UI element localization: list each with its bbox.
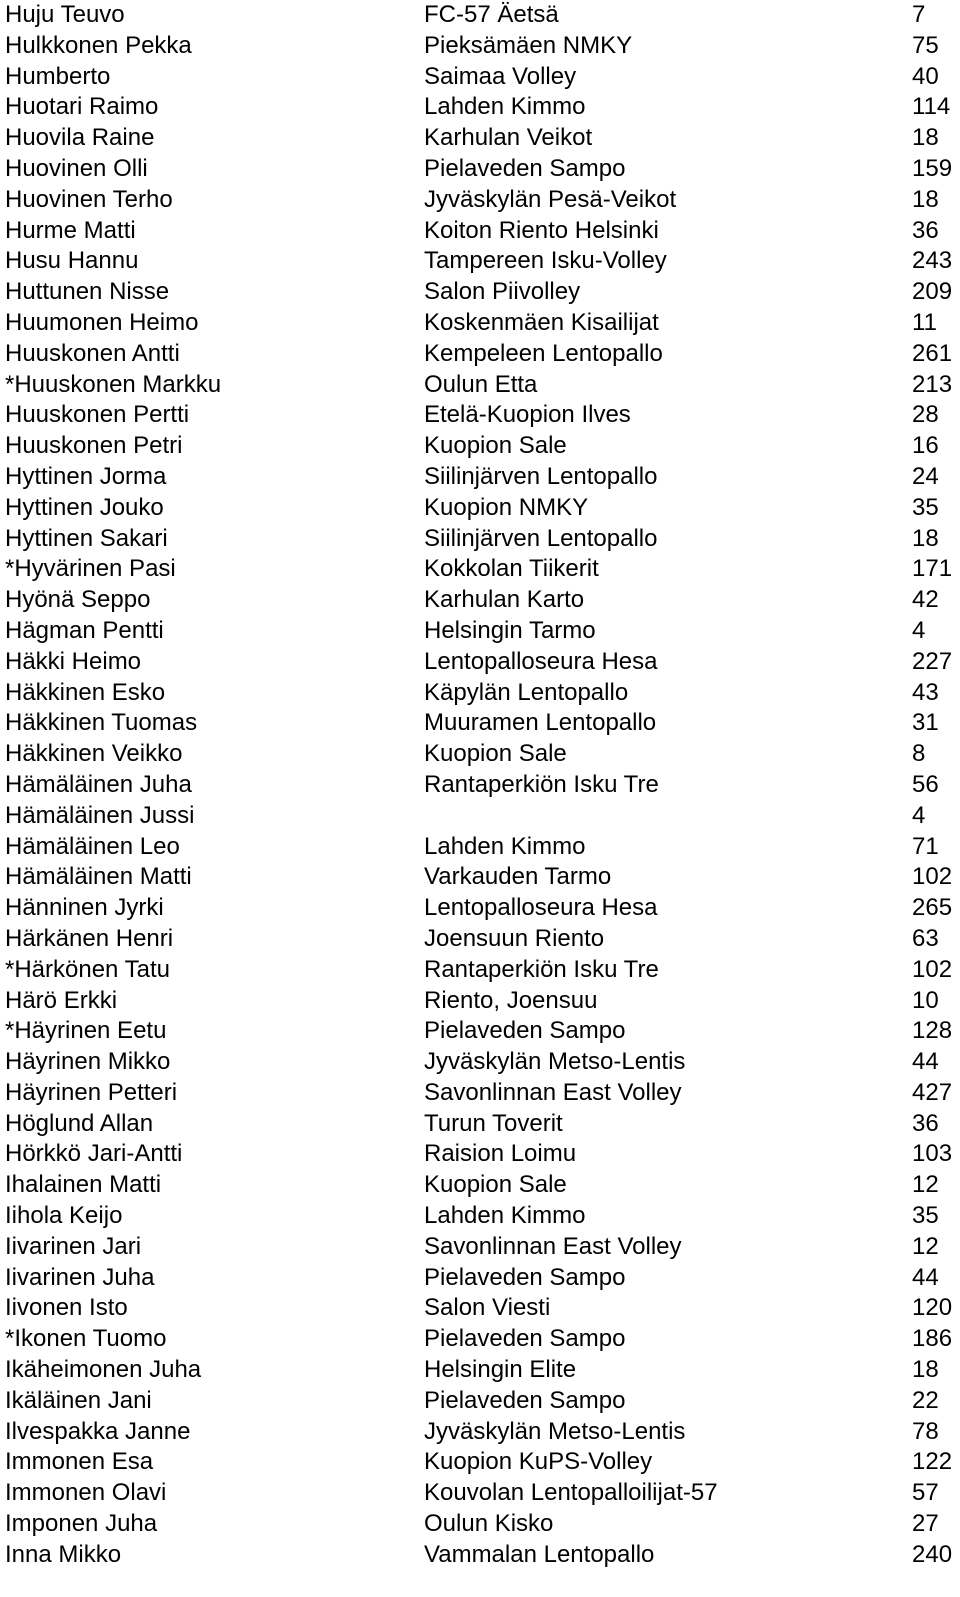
player-name: Hyttinen Jouko <box>5 493 164 521</box>
list-row <box>0 585 960 616</box>
list-row <box>0 893 960 924</box>
player-number: 265 <box>912 894 953 922</box>
player-number: 4 <box>912 616 926 644</box>
player-number: 114 <box>912 93 951 121</box>
club-name: Jyväskylän Metso-Lentis <box>424 1417 686 1445</box>
list-row <box>0 739 960 770</box>
list-row <box>0 647 960 678</box>
player-number: 128 <box>912 1017 953 1045</box>
club-name: Karhulan Veikot <box>424 124 593 152</box>
club-name: Käpylän Lentopallo <box>424 678 629 706</box>
player-name: Humberto <box>5 62 111 90</box>
club-name: Pielaveden Sampo <box>424 1263 626 1291</box>
list-row <box>0 616 960 647</box>
player-name: Hämäläinen Matti <box>5 863 192 891</box>
player-number: 22 <box>912 1386 939 1414</box>
list-row <box>0 862 960 893</box>
player-number: 36 <box>912 216 939 244</box>
club-name: Raision Loimu <box>424 1140 577 1168</box>
player-number: 16 <box>912 432 939 460</box>
list-row <box>0 493 960 524</box>
club-name: Helsingin Elite <box>424 1356 577 1384</box>
player-name: Ihalainen Matti <box>5 1171 162 1199</box>
player-number: 27 <box>912 1510 939 1538</box>
player-name: Häkki Heimo <box>5 647 142 675</box>
player-name: Husu Hannu <box>5 247 139 275</box>
player-number: 18 <box>912 524 939 552</box>
club-name: Pielaveden Sampo <box>424 1017 626 1045</box>
player-number: 159 <box>912 154 953 182</box>
list-row <box>0 955 960 986</box>
player-number: 78 <box>912 1417 939 1445</box>
club-name: Kuopion Sale <box>424 432 567 460</box>
club-name: Salon Piivolley <box>424 278 581 306</box>
list-row <box>0 1293 960 1324</box>
player-name: Immonen Olavi <box>5 1479 167 1507</box>
club-name: Kempeleen Lentopallo <box>424 339 663 367</box>
player-name: Hämäläinen Jussi <box>5 801 195 829</box>
list-row <box>0 1047 960 1078</box>
list-row <box>0 1540 960 1571</box>
player-name: Hämäläinen Leo <box>5 832 180 860</box>
club-name: Jyväskylän Pesä-Veikot <box>424 185 677 213</box>
list-row <box>0 462 960 493</box>
player-name: Imponen Juha <box>5 1510 158 1538</box>
list-row <box>0 1386 960 1417</box>
club-name: FC-57 Äetsä <box>424 1 559 28</box>
list-row <box>0 1170 960 1201</box>
club-name: Riento, Joensuu <box>424 986 598 1014</box>
player-name: Hämäläinen Juha <box>5 770 192 798</box>
list-row <box>0 277 960 308</box>
player-number: 75 <box>912 31 939 59</box>
club-name: Kouvolan Lentopalloilijat-57 <box>424 1479 718 1507</box>
player-name: Iivonen Isto <box>5 1294 128 1322</box>
player-name: Hurme Matti <box>5 216 136 244</box>
list-row <box>0 924 960 955</box>
club-name: Pieksämäen NMKY <box>424 31 633 59</box>
player-name: Härkänen Henri <box>5 924 174 952</box>
player-number: 4 <box>912 801 926 829</box>
club-name: Koiton Riento Helsinki <box>424 216 659 244</box>
list-row <box>0 339 960 370</box>
player-name: Häyrinen Mikko <box>5 1048 171 1076</box>
list-row <box>0 1263 960 1294</box>
player-number: 103 <box>912 1140 953 1168</box>
club-name: Lentopalloseura Hesa <box>424 647 658 675</box>
player-number: 102 <box>912 955 953 983</box>
club-name: Varkauden Tarmo <box>424 863 612 891</box>
club-name: Pielaveden Sampo <box>424 1386 626 1414</box>
player-number: 44 <box>912 1048 939 1076</box>
player-name: Iihola Keijo <box>5 1202 123 1230</box>
player-name: Huuskonen Antti <box>5 339 180 367</box>
player-name: Hägman Pentti <box>5 616 164 644</box>
player-name: Hyttinen Jorma <box>5 462 167 490</box>
list-row <box>0 31 960 62</box>
club-name: Tampereen Isku-Volley <box>424 247 667 275</box>
player-name: Häkkinen Veikko <box>5 740 183 768</box>
player-name: Huovila Raine <box>5 124 155 152</box>
club-name: Oulun Kisko <box>424 1510 554 1538</box>
list-row <box>0 1447 960 1478</box>
list-row <box>0 1355 960 1386</box>
player-name: Härö Erkki <box>5 986 118 1014</box>
player-name: *Huuskonen Markku <box>5 370 222 398</box>
club-name: Kuopion NMKY <box>424 493 589 521</box>
player-number: 42 <box>912 586 939 614</box>
player-name: Hänninen Jyrki <box>5 894 164 922</box>
player-number: 171 <box>912 555 953 583</box>
list-row <box>0 554 960 585</box>
club-name: Oulun Etta <box>424 370 538 398</box>
player-number: 56 <box>912 770 939 798</box>
list-row <box>0 431 960 462</box>
player-name: Hyttinen Sakari <box>5 524 168 552</box>
player-number: 44 <box>912 1263 939 1291</box>
player-name: *Härkönen Tatu <box>5 955 170 983</box>
player-number: 43 <box>912 678 939 706</box>
player-number: 28 <box>912 401 939 429</box>
club-name: Koskenmäen Kisailijat <box>424 308 659 336</box>
list-row <box>0 1016 960 1047</box>
list-row <box>0 1324 960 1355</box>
club-name: Lahden Kimmo <box>424 832 586 860</box>
player-number: 10 <box>912 986 939 1014</box>
player-number: 12 <box>912 1171 939 1199</box>
club-name: Karhulan Karto <box>424 586 585 614</box>
club-name: Rantaperkiön Isku Tre <box>424 770 659 798</box>
player-name: *Häyrinen Eetu <box>5 1017 167 1045</box>
club-name: Kuopion KuPS-Volley <box>424 1448 653 1476</box>
list-row <box>0 92 960 123</box>
player-name: Huovinen Olli <box>5 154 148 182</box>
list-row <box>0 154 960 185</box>
player-number: 40 <box>912 62 939 90</box>
player-name: Immonen Esa <box>5 1448 154 1476</box>
list-row <box>0 123 960 154</box>
club-name: Etelä-Kuopion Ilves <box>424 401 631 429</box>
club-name: Jyväskylän Metso-Lentis <box>424 1048 686 1076</box>
club-name: Rantaperkiön Isku Tre <box>424 955 659 983</box>
player-name: Häyrinen Petteri <box>5 1078 178 1106</box>
player-number: 8 <box>912 740 926 768</box>
club-name: Savonlinnan East Volley <box>424 1232 682 1260</box>
club-name: Lentopalloseura Hesa <box>424 894 658 922</box>
player-name: Höglund Allan <box>5 1109 154 1137</box>
player-number: 122 <box>912 1448 953 1476</box>
player-name: Hörkkö Jari-Antti <box>5 1140 183 1168</box>
club-name: Kuopion Sale <box>424 740 567 768</box>
player-name: Ikäläinen Jani <box>5 1386 152 1414</box>
list-row <box>0 1509 960 1540</box>
club-name: Saimaa Volley <box>424 62 577 90</box>
player-number: 71 <box>912 832 939 860</box>
list-row <box>0 185 960 216</box>
player-number: 11 <box>912 308 937 336</box>
player-number: 12 <box>912 1232 939 1260</box>
list-row <box>0 62 960 93</box>
list-row <box>0 0 960 31</box>
club-name: Lahden Kimmo <box>424 1202 586 1230</box>
list-row <box>0 308 960 339</box>
player-name: Inna Mikko <box>5 1540 122 1568</box>
list-row <box>0 1232 960 1263</box>
club-name: Siilinjärven Lentopallo <box>424 462 658 490</box>
list-row <box>0 770 960 801</box>
player-number: 35 <box>912 1202 939 1230</box>
list-row <box>0 832 960 863</box>
player-name: Huovinen Terho <box>5 185 173 213</box>
list-row <box>0 1417 960 1448</box>
player-name: Huuskonen Pertti <box>5 401 190 429</box>
list-row <box>0 524 960 555</box>
player-number: 63 <box>912 924 939 952</box>
list-row <box>0 1201 960 1232</box>
player-name: Huotari Raimo <box>5 93 159 121</box>
player-name: Ilvespakka Janne <box>5 1417 191 1445</box>
club-name: Helsingin Tarmo <box>424 616 596 644</box>
player-number: 120 <box>912 1294 953 1322</box>
player-name: *Hyvärinen Pasi <box>5 555 176 583</box>
player-name: Iivarinen Juha <box>5 1263 155 1291</box>
player-number: 102 <box>912 863 953 891</box>
player-number: 240 <box>912 1540 953 1568</box>
club-name: Salon Viesti <box>424 1294 551 1322</box>
list-row <box>0 216 960 247</box>
player-number: 243 <box>912 247 953 275</box>
club-name: Kuopion Sale <box>424 1171 567 1199</box>
list-row <box>0 400 960 431</box>
club-name: Joensuun Riento <box>424 924 605 952</box>
club-name: Vammalan Lentopallo <box>424 1540 655 1568</box>
player-name: *Ikonen Tuomo <box>5 1325 167 1353</box>
player-name: Huttunen Nisse <box>5 278 170 306</box>
list-row <box>0 1109 960 1140</box>
club-name: Muuramen Lentopallo <box>424 709 657 737</box>
list-row <box>0 370 960 401</box>
list-row <box>0 678 960 709</box>
player-name: Hulkkonen Pekka <box>5 31 192 59</box>
player-number: 7 <box>912 1 926 28</box>
player-number: 261 <box>912 339 953 367</box>
club-name: Lahden Kimmo <box>424 93 586 121</box>
player-name: Häkkinen Tuomas <box>5 709 198 737</box>
list-row <box>0 1139 960 1170</box>
player-number: 18 <box>912 185 939 213</box>
player-name: Iivarinen Jari <box>5 1232 142 1260</box>
player-number: 209 <box>912 278 953 306</box>
player-number: 24 <box>912 462 939 490</box>
player-number: 427 <box>912 1078 953 1106</box>
club-name: Savonlinnan East Volley <box>424 1078 682 1106</box>
club-name: Pielaveden Sampo <box>424 1325 626 1353</box>
player-number: 186 <box>912 1325 953 1353</box>
player-name: Häkkinen Esko <box>5 678 166 706</box>
player-number: 213 <box>912 370 953 398</box>
list-row <box>0 708 960 739</box>
list-row <box>0 1478 960 1509</box>
player-name: Huuskonen Petri <box>5 432 183 460</box>
list-row <box>0 801 960 832</box>
player-name: Ikäheimonen Juha <box>5 1356 202 1384</box>
player-number: 36 <box>912 1109 939 1137</box>
list-row <box>0 1078 960 1109</box>
player-number: 31 <box>912 709 939 737</box>
club-name: Siilinjärven Lentopallo <box>424 524 658 552</box>
player-name: Huju Teuvo <box>5 1 125 28</box>
player-number: 57 <box>912 1479 939 1507</box>
player-number: 18 <box>912 124 939 152</box>
player-number: 18 <box>912 1356 939 1384</box>
list-row <box>0 986 960 1017</box>
club-name: Pielaveden Sampo <box>424 154 626 182</box>
player-name: Huumonen Heimo <box>5 308 199 336</box>
player-name: Hyönä Seppo <box>5 586 151 614</box>
club-name: Kokkolan Tiikerit <box>424 555 599 583</box>
list-row <box>0 246 960 277</box>
player-number: 35 <box>912 493 939 521</box>
player-number: 227 <box>912 647 953 675</box>
club-name: Turun Toverit <box>424 1109 563 1137</box>
